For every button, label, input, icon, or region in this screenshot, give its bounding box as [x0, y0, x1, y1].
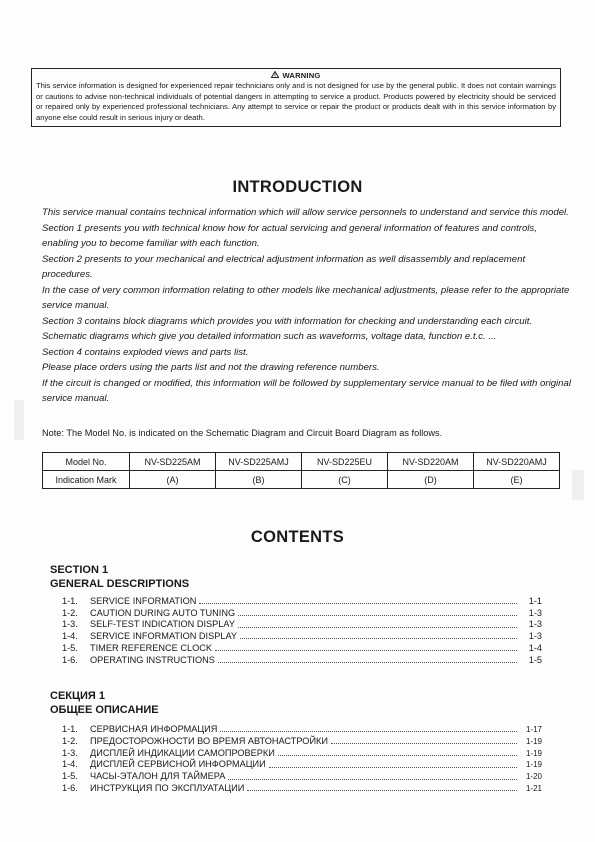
- toc-page: 1-4: [528, 642, 542, 653]
- section-label: СЕКЦИЯ 1: [50, 690, 106, 702]
- contents-heading: CONTENTS: [250, 528, 345, 546]
- intro-paragraph: This service manual contains technical information which will allow service personnels to understand and service this model.: [42, 207, 569, 218]
- toc-page: 1-20: [525, 772, 542, 782]
- introduction-body: [42, 205, 572, 407]
- toc-title: ЧАСЫ-ЭТАЛОН ДЛЯ ТАЙМЕРА: [90, 771, 226, 782]
- table-row: [43, 453, 560, 471]
- toc-title: SERVICE INFORMATION: [90, 596, 197, 606]
- warning-heading: [36, 71, 556, 81]
- toc-number: 1-4.: [62, 631, 78, 642]
- toc-page: 1-21: [525, 783, 542, 793]
- toc-entry[interactable]: [62, 643, 542, 655]
- toc-title: ДИСПЛЕЙ СЕРВИСНОЙ ИНФОРМАЦИИ: [90, 759, 266, 770]
- toc-number: 1-6.: [62, 654, 78, 665]
- table-row-header: Model No.: [43, 453, 130, 471]
- intro-paragraph: Section 3 contains block diagrams which provides you with information for checking and understanding each circuit. Schematic diagrams which give you detailed information such as waveforms, voltage data, function e.t.c. ...: [42, 315, 533, 342]
- toc-title: TIMER REFERENCE CLOCK: [90, 642, 213, 653]
- mark-cell: (D): [388, 471, 474, 489]
- toc-leader: [240, 638, 517, 639]
- toc-entry[interactable]: [62, 596, 542, 608]
- toc-leader: [215, 650, 517, 651]
- warning-text: This service information is designed for experienced repair technicians only and is not designed for use by the general public. It does not contain warnings or cautions to advise non-technical individuals of potential dangers in attempting to service a product. Products powered by electricity should be serviced or repaired only by experienced professional technicians. Any attempt to service or repair the product or products dealt with in this service information by anyone else could result in serious injury or death.: [36, 81, 556, 122]
- model-cell: NV-SD225AMJ: [216, 453, 302, 471]
- section-heading: [50, 563, 189, 591]
- toc-number: 1-3.: [62, 747, 78, 758]
- toc-list-ru: [62, 724, 542, 795]
- toc-list-en: [62, 596, 542, 666]
- toc-title: ПРЕДОСТОРОЖНОСТИ ВО ВРЕМЯ АВТОНАСТРОЙКИ: [90, 735, 328, 746]
- toc-title: CAUTION DURING AUTO TUNING: [90, 607, 236, 618]
- toc-number: 1-6.: [62, 782, 78, 793]
- toc-leader: [220, 731, 517, 732]
- model-cell: NV-SD220AMJ: [474, 453, 560, 471]
- toc-leader: [238, 615, 517, 616]
- toc-page: 1-17: [525, 725, 542, 734]
- toc-entry[interactable]: [62, 736, 542, 748]
- toc-entry[interactable]: [62, 608, 542, 620]
- toc-number: 1-2.: [62, 607, 78, 618]
- toc-page: 1-19: [525, 736, 542, 746]
- table-row-header: Indication Mark: [43, 471, 130, 489]
- toc-title: ДИСПЛЕЙ ИНДИКАЦИИ САМОПРОВЕРКИ: [90, 747, 275, 758]
- section-title: GENERAL DESCRIPTIONS: [50, 578, 190, 590]
- toc-entry[interactable]: [62, 724, 542, 736]
- intro-paragraph: Section 4 contains exploded views and parts list.: [42, 346, 249, 358]
- model-note: Note: The Model No. is indicated on the Schematic Diagram and Circuit Board Diagram as follows.: [42, 428, 443, 438]
- toc-leader: [199, 603, 517, 604]
- toc-number: 1-3.: [62, 619, 78, 630]
- toc-entry[interactable]: [62, 759, 542, 771]
- toc-leader: [278, 755, 517, 756]
- scan-artifact: [572, 470, 584, 500]
- toc-leader: [218, 662, 517, 663]
- toc-page: 1-3: [528, 607, 542, 618]
- toc-entry[interactable]: [62, 783, 542, 795]
- toc-number: 1-5.: [62, 771, 78, 782]
- intro-paragraph: Please place orders using the parts list and not the drawing reference numbers.: [42, 362, 380, 373]
- toc-number: 1-2.: [62, 735, 78, 746]
- toc-page: 1-3: [528, 631, 542, 642]
- toc-number: 1-5.: [62, 642, 78, 653]
- toc-number: 1-1.: [62, 596, 78, 606]
- toc-entry[interactable]: [62, 631, 542, 643]
- toc-title: ИНСТРУКЦИЯ ПО ЭКСПЛУАТАЦИИ: [90, 782, 245, 793]
- warning-box: [31, 68, 561, 127]
- toc-page: 1-3: [528, 619, 542, 630]
- toc-leader: [228, 779, 517, 780]
- model-cell: NV-SD220AM: [388, 453, 474, 471]
- introduction-heading: INTRODUCTION: [232, 178, 363, 196]
- toc-number: 1-1.: [62, 724, 78, 734]
- section-label: SECTION 1: [50, 564, 109, 576]
- toc-number: 1-4.: [62, 759, 78, 770]
- toc-title: SERVICE INFORMATION DISPLAY: [90, 631, 238, 642]
- toc-leader: [247, 790, 517, 791]
- intro-paragraph: Section 1 presents you with technical know how for actual servicing and general information of features and controls, enabling you to become familiar with each function.: [42, 222, 537, 249]
- model-table: [42, 452, 560, 489]
- mark-cell: (C): [302, 471, 388, 489]
- table-row: [43, 471, 560, 489]
- section-title: ОБЩЕЕ ОПИСАНИЕ: [50, 704, 159, 716]
- toc-leader: [331, 743, 517, 744]
- toc-title: SELF-TEST INDICATION DISPLAY: [90, 619, 235, 630]
- toc-leader: [238, 627, 517, 628]
- mark-cell: (A): [130, 471, 216, 489]
- toc-title: СЕРВИСНАЯ ИНФОРМАЦИЯ: [90, 724, 218, 734]
- toc-entry[interactable]: [62, 771, 542, 783]
- toc-title: OPERATING INSTRUCTIONS: [90, 654, 215, 665]
- model-cell: NV-SD225EU: [302, 453, 388, 471]
- toc-page: 1-5: [528, 654, 542, 665]
- toc-page: 1-19: [525, 748, 542, 758]
- warning-triangle-icon: [271, 71, 279, 81]
- intro-paragraph: In the case of very common information relating to other models like mechanical adjustments, please refer to the appropriate service manual.: [42, 284, 570, 311]
- toc-page: 1-19: [525, 760, 542, 770]
- toc-page: 1-1: [528, 596, 542, 606]
- toc-entry[interactable]: [62, 655, 542, 667]
- model-cell: NV-SD225AM: [130, 453, 216, 471]
- scan-artifact: [14, 400, 24, 440]
- intro-paragraph: If the circuit is changed or modified, this information will be followed by supplementary service manual to be filed with original service manual.: [42, 377, 571, 404]
- mark-cell: (B): [216, 471, 302, 489]
- toc-leader: [269, 767, 517, 768]
- toc-entry[interactable]: [62, 619, 542, 631]
- warning-title: WARNING: [282, 71, 321, 80]
- mark-cell: (E): [474, 471, 560, 489]
- section-heading-ru: [50, 689, 159, 717]
- intro-paragraph: Section 2 presents to your mechanical and electrical adjustment information as well disassembly and replacement procedures.: [42, 253, 526, 280]
- toc-entry[interactable]: [62, 748, 542, 760]
